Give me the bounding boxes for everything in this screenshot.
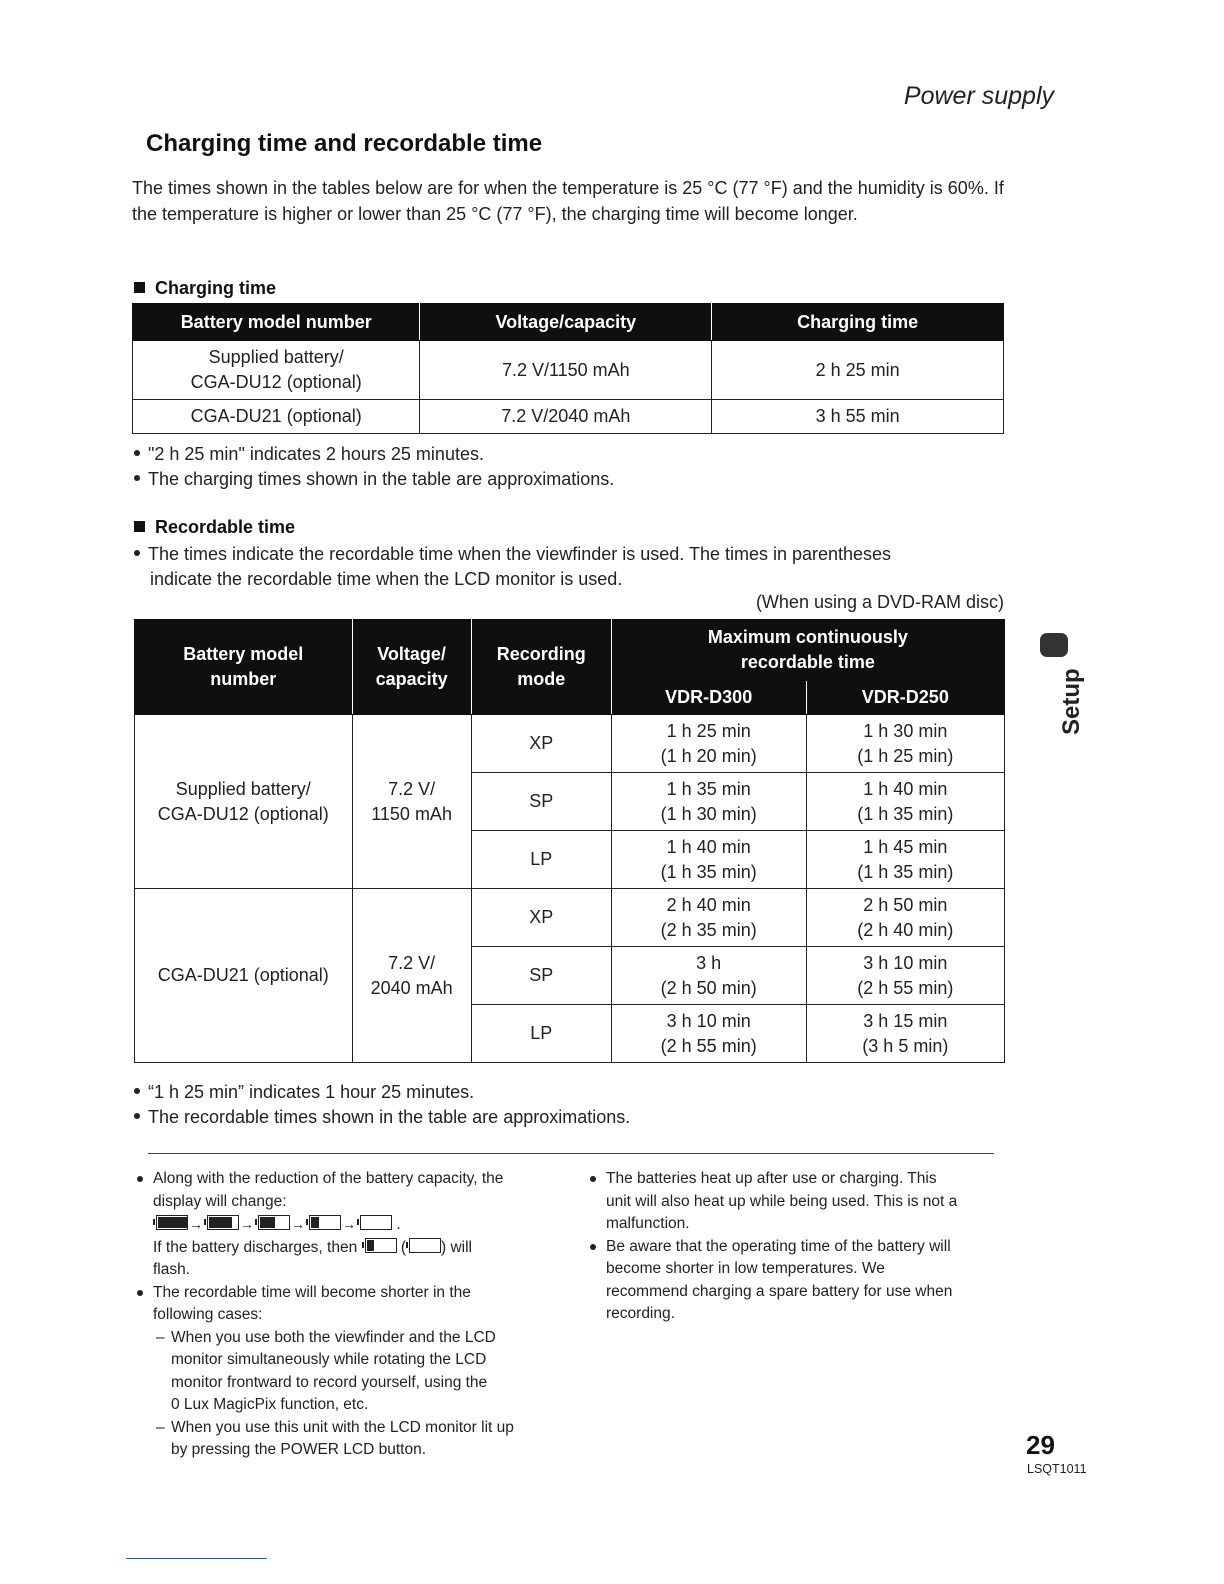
square-bullet-icon [134,282,145,293]
table-cell: SP [471,773,611,831]
table-header-row [133,304,1004,341]
table-cell: LP [471,831,611,889]
table-cell: 2 h 25 min [712,341,1004,400]
battery-icon [360,1215,392,1230]
table-cell: LP [471,1005,611,1063]
square-bullet-icon [134,521,145,532]
column-header: Charging time [712,304,1004,341]
recordable-notes [134,1080,630,1130]
table-cell: 3 h 55 min [712,400,1004,434]
bullet-icon [134,450,140,456]
table-cell: 7.2 V/2040 mAh [420,400,712,434]
bullet-icon [134,1088,140,1094]
table-cell: XP [471,889,611,947]
list-item: The batteries heat up after use or charging. This unit will also heat up while being used. This is not a malfunction. [589,1168,1009,1236]
battery-icon [258,1215,290,1230]
side-tab-marker-icon [1040,633,1068,657]
charging-notes [134,442,614,492]
column-header: VDR-D300 [611,681,806,715]
battery-indicator-sequence: → → → → . [153,1213,566,1237]
recordable-time-heading: Recordable time [134,517,295,538]
list-item: Along with the reduction of the battery capacity, the display will change: → → → → . If the battery discharges, then ( ) will flash. [136,1168,566,1282]
recordable-time-table [134,619,1005,1063]
table-cell: 2 h 50 min (2 h 40 min) [806,889,1004,947]
bottom-rule [126,1558,267,1559]
table-cell: 1 h 25 min (1 h 20 min) [611,715,806,773]
bullet-icon [590,1176,596,1182]
section-header: Power supply [903,82,1054,110]
column-header: Maximum continuously recordable time [611,620,1004,681]
column-header: Voltage/capacity [420,304,712,341]
section-divider [148,1153,994,1154]
table-cell: XP [471,715,611,773]
column-header: Voltage/ capacity [352,620,471,715]
table-row [135,715,1005,773]
table-cell: 7.2 V/ 2040 mAh [352,889,471,1063]
table-row [133,341,1004,400]
table-cell: 1 h 40 min (1 h 35 min) [611,831,806,889]
table-cell: 7.2 V/ 1150 mAh [352,715,471,889]
table-cell: CGA-DU21 (optional) [135,889,353,1063]
footnotes-right [589,1168,1009,1326]
column-header: Battery model number [135,620,353,715]
battery-icon [409,1238,441,1253]
list-item: – When you use both the viewfinder and the LCD monitor simultaneously while rotating the LCD monitor frontward to record yourself, using the 0 Lux MagicPix function, etc. [156,1328,496,1413]
table-cell: 1 h 30 min (1 h 25 min) [806,715,1004,773]
list-item: The recordable time will become shorter in the following cases: [136,1282,566,1327]
battery-icon [156,1215,188,1230]
charging-time-heading: Charging time [134,278,276,299]
table-cell: 1 h 40 min (1 h 35 min) [806,773,1004,831]
column-header: VDR-D250 [806,681,1004,715]
side-tab-label: Setup [1058,668,1085,735]
recordable-intro: The times indicate the recordable time when the viewfinder is used. The times in parentheses indicate the recordable time when the LCD monitor is used. [134,542,1014,592]
table-caption: (When using a DVD-RAM disc) [755,592,1004,612]
table-cell: 7.2 V/1150 mAh [420,341,712,400]
list-item: The charging times shown in the table are approximations. [134,467,614,492]
table-cell: 3 h 10 min (2 h 55 min) [611,1005,806,1063]
table-header-row [135,620,1005,681]
column-header: Recording mode [471,620,611,715]
table-cell: 2 h 40 min (2 h 35 min) [611,889,806,947]
list-item: “1 h 25 min” indicates 1 hour 25 minutes. [134,1080,630,1105]
table-cell: SP [471,947,611,1005]
table-row [135,889,1005,947]
document-code: LSQT1011 [1027,1462,1087,1476]
column-header: Battery model number [133,304,420,341]
table-row [133,400,1004,434]
table-cell: 1 h 45 min (1 h 35 min) [806,831,1004,889]
table-cell: 3 h 15 min (3 h 5 min) [806,1005,1004,1063]
list-item: Be aware that the operating time of the battery will become shorter in low temperatures. We recommend charging a spare battery for use when recording. [589,1236,1009,1326]
table-cell: 3 h 10 min (2 h 55 min) [806,947,1004,1005]
charging-time-table [132,303,1004,434]
battery-icon [309,1215,341,1230]
table-cell: Supplied battery/ CGA-DU12 (optional) [135,715,353,889]
bullet-icon [134,475,140,481]
bullet-icon [590,1244,596,1250]
page-title: Charging time and recordable time [146,130,543,157]
bullet-icon [134,550,140,556]
battery-icon [207,1215,239,1230]
intro-paragraph: The times shown in the tables below are for when the temperature is 25 °C (77 °F) and the humidity is 60%. If the temperature is higher or lower than 25 °C (77 °F), the charging time will become longer. [132,178,1004,224]
page-number: 29 [1026,1430,1055,1460]
list-item: The recordable times shown in the table are approximations. [134,1105,630,1130]
bullet-icon [137,1176,143,1182]
table-cell: CGA-DU21 (optional) [133,400,420,434]
bullet-icon [137,1290,143,1296]
table-cell: Supplied battery/ CGA-DU12 (optional) [133,341,420,400]
battery-icon [365,1238,397,1253]
footnotes-left [136,1168,566,1462]
table-cell: 3 h (2 h 50 min) [611,947,806,1005]
table-cell: 1 h 35 min (1 h 30 min) [611,773,806,831]
list-item: "2 h 25 min" indicates 2 hours 25 minutes. [134,442,614,467]
bullet-icon [134,1113,140,1119]
list-item: – When you use this unit with the LCD monitor lit up by pressing the POWER LCD button. [156,1418,514,1458]
